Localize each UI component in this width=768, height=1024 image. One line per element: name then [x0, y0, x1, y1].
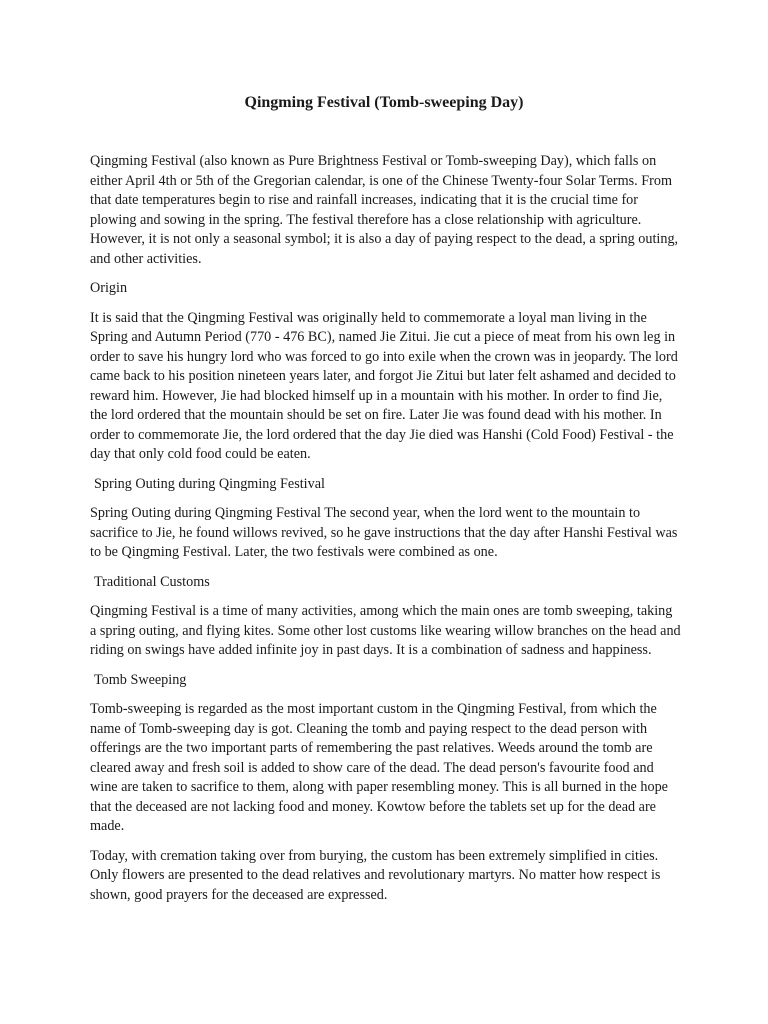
section-heading-origin: Origin [90, 280, 128, 296]
tomb-sweeping-paragraph: Tomb-sweeping is regarded as the most important custom in the Qingming Festival, from which the name of Tomb-sweeping day is got. Cleaning the tomb and paying respect to the dead person with offerings are the two important parts of remembering the past relatives. Weeds around the tomb are cleared away and fresh soil is added to show care of the dead. The dead person's favourite food and wine are taken to sacrifice to them, along with paper resembling money. This is all burned in the hope that the deceased are not lacking food and money. Kowtow before the tablets set up for the dead are made. [90, 701, 668, 834]
page-title: Qingming Festival (Tomb-sweeping Day) [244, 94, 524, 111]
spring-outing-paragraph: Spring Outing during Qingming Festival The second year, when the lord went to the mountain to sacrifice to Jie, he found willows revived, so he gave instructions that the day after Hanshi Festival was to be Qingming Festival. Later, the two festivals were combined as one. [90, 505, 678, 560]
traditional-customs-paragraph: Qingming Festival is a time of many activities, among which the main ones are tomb sweeping, taking a spring outing, and flying kites. Some other lost customs like wearing willow branches on the head and riding on swings have added infinite joy in past days. It is a combination of sadness and happiness. [90, 603, 681, 658]
document-body [90, 152, 682, 915]
section-heading-tomb-sweeping: Tomb Sweeping [94, 671, 187, 688]
origin-paragraph: It is said that the Qingming Festival was originally held to commemorate a loyal man living in the Spring and Autumn Period (770 - 476 BC), named Jie Zitui. Jie cut a piece of meat from his own leg in order to save his hungry lord who was forced to go into exile when the crown was in jeopardy. The lord came back to his position nineteen years later, and forgot Jie Zitui but later felt ashamed and decided to reward him. However, Jie had blocked himself up in a mountain with his mother. In order to find Jie, the lord ordered that the mountain should be set on fire. Later Jie was found dead with his mother. In order to commemorate Jie, the lord ordered that the day Jie died was Hanshi (Cold Food) Festival - the day that only cold food could be eaten. [90, 309, 678, 462]
section-heading-traditional-customs: Traditional Customs [94, 573, 210, 590]
intro-paragraph: Qingming Festival (also known as Pure Brightness Festival or Tomb-sweeping Day), which falls on either April 4th or 5th of the Gregorian calendar, is one of the Chinese Twenty-four Solar Terms. From that date temperatures begin to rise and rainfall increases, indicating that it is the crucial time for plowing and sowing in the spring. The festival therefore has a close relationship with agriculture. However, it is not only a seasonal symbol; it is also a day of paying respect to the dead, a spring outing, and other activities. [90, 153, 679, 267]
tomb-sweeping-today-paragraph: Today, with cremation taking over from burying, the custom has been extremely simplified in cities. Only flowers are presented to the dead relatives and revolutionary martyrs. No matter how respect is shown, good prayers for the deceased are expressed. [90, 847, 661, 903]
section-heading-spring-outing: Spring Outing during Qingming Festival [94, 475, 325, 492]
